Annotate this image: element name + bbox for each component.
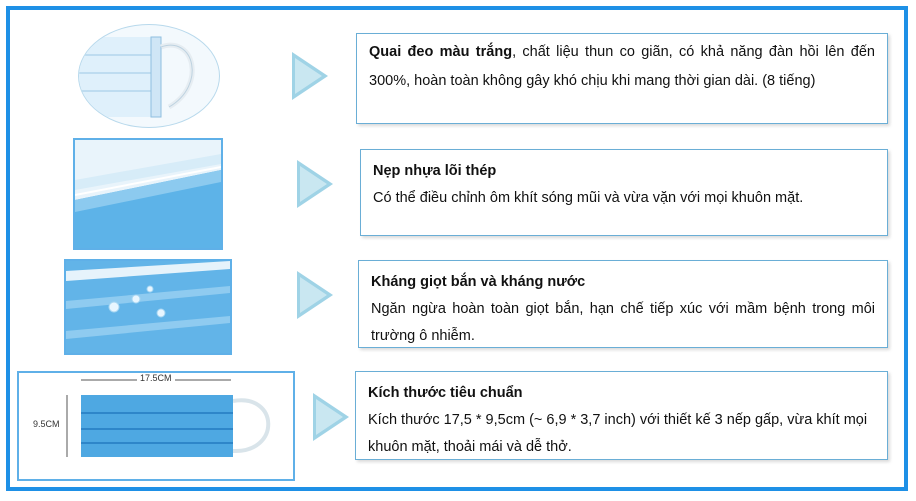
- feature-text-water-droplets: [358, 260, 888, 348]
- feature-image-water-droplets: [64, 259, 232, 355]
- arrow-right-icon: [297, 160, 333, 208]
- arrow-right-icon: [313, 393, 349, 441]
- feature-text-ear-loop: [356, 33, 888, 124]
- feature-image-dimensions: [17, 371, 295, 481]
- arrow-right-icon: [292, 52, 328, 100]
- mask-water-droplets-icon: [66, 261, 230, 353]
- feature-description: Kích thước 17,5 * 9,5cm (~ 6,9 * 3,7 inch) với thiết kế 3 nếp gấp, vừa khít mọi khuôn mặt, thoải mái và dễ thở.: [368, 412, 868, 455]
- mask-dimensions-icon: [19, 373, 293, 479]
- feature-description: , chất liệu thun co giãn, có khả năng đàn hồi lên đến 300%, hoàn toàn không gây khó chịu khi mang thời gian dài. (8 tiếng): [369, 44, 875, 89]
- feature-text-dimensions: [355, 371, 888, 460]
- feature-description: Có thể điều chỉnh ôm khít sóng mũi và vừa vặn với mọi khuôn mặt.: [373, 190, 804, 206]
- width-label: 17.5CM: [137, 373, 175, 383]
- feature-image-ear-loop: [78, 24, 220, 128]
- mask-ear-loop-icon: [79, 25, 219, 127]
- feature-description: Ngăn ngừa hoàn toàn giọt bắn, hạn chế tiếp xúc với mầm bệnh trong môi trường ô nhiễm.: [371, 301, 875, 344]
- feature-title: Quai đeo màu trắng: [369, 44, 513, 60]
- feature-image-nose-clip: [73, 138, 223, 250]
- feature-title: Nẹp nhựa lõi thép: [373, 163, 497, 179]
- feature-title: Kháng giọt bắn và kháng nước: [371, 274, 586, 290]
- feature-text-nose-clip: [360, 149, 888, 236]
- mask-nose-clip-icon: [75, 140, 221, 248]
- feature-title: Kích thước tiêu chuẩn: [368, 385, 523, 401]
- height-label: 9.5CM: [33, 419, 60, 429]
- arrow-right-icon: [297, 271, 333, 319]
